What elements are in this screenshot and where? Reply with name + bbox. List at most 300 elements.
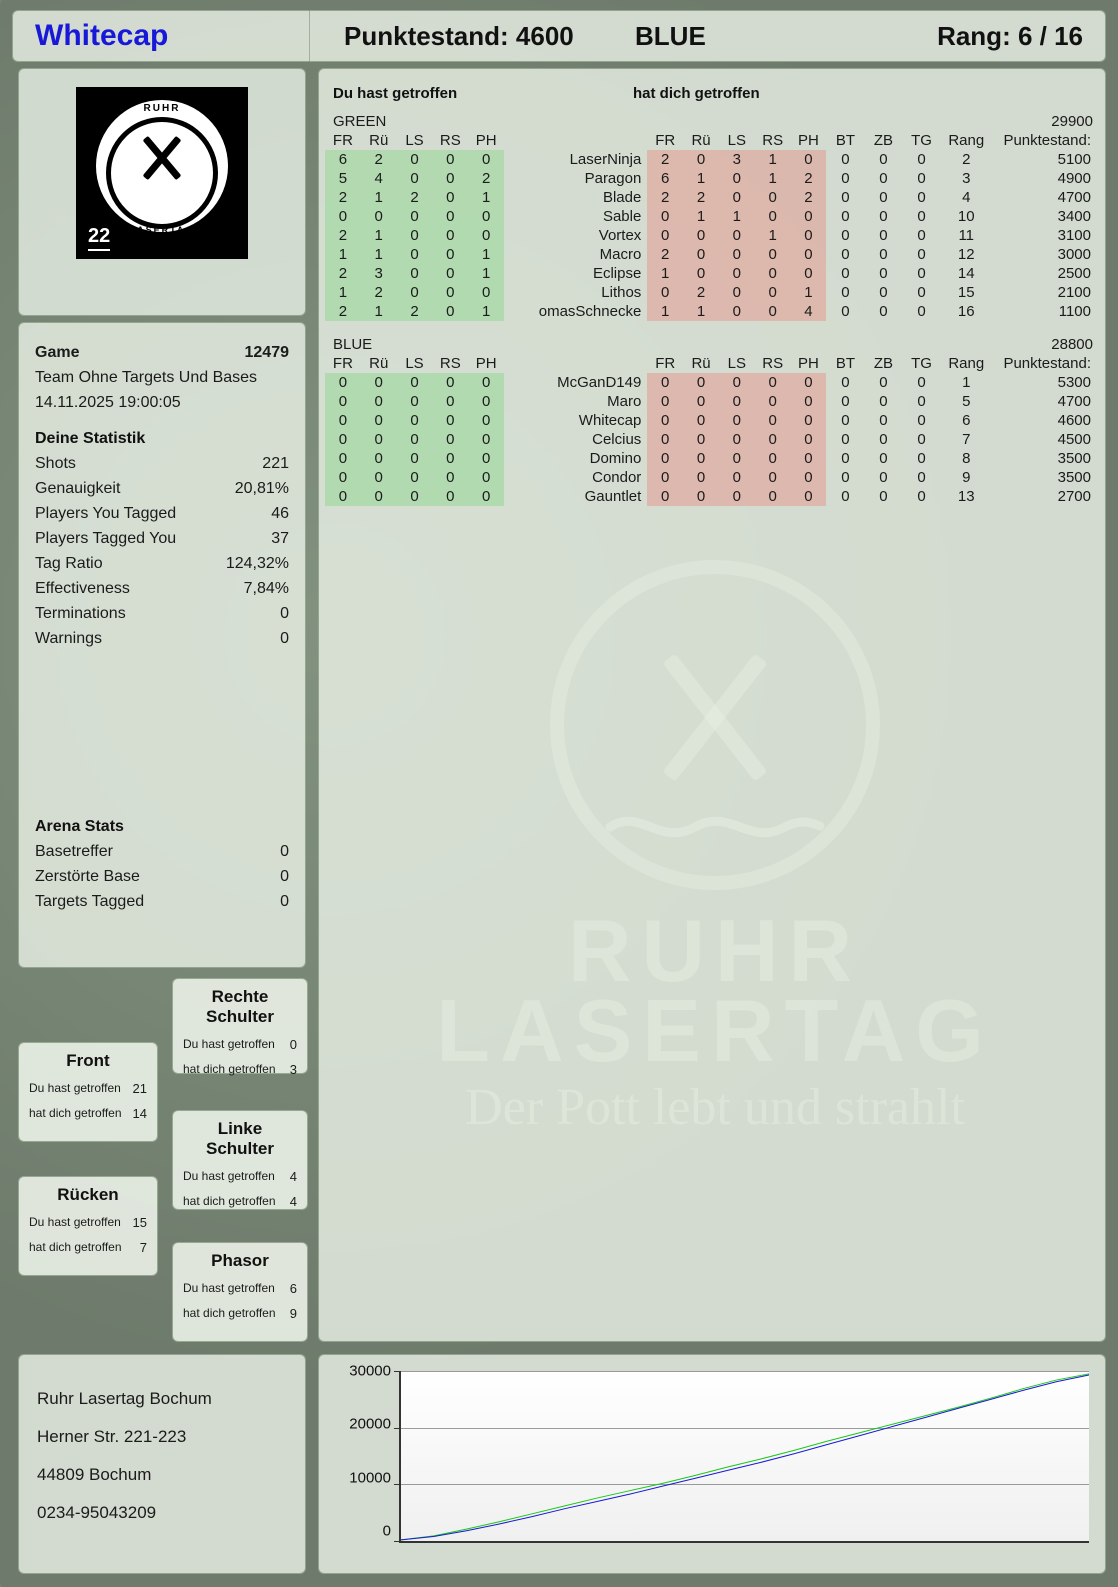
table-row[interactable] [325,169,1099,188]
cell-extra: 0 [879,170,888,187]
cell-points: 3400 [1057,208,1091,225]
cell-you-tagged: 4 [361,169,397,188]
cell-tagged-you: 0 [755,283,791,302]
cell-rank: 12 [957,246,975,263]
cell-tagged-you: 0 [683,150,719,169]
cell-tagged-you: 0 [755,411,791,430]
cell-you-tagged: 3 [361,264,397,283]
team-header-row [325,112,1099,131]
col-header: BT [835,355,855,372]
cell-tagged-you: 0 [683,468,719,487]
cell-extra: 0 [841,284,850,301]
cell-you-tagged: 0 [397,468,433,487]
cell-tagged-you: 0 [791,264,827,283]
table-row[interactable] [325,411,1099,430]
cell-you-tagged: 0 [361,207,397,226]
cell-extra: 0 [879,488,888,505]
cell-tagged-you: 0 [791,226,827,245]
stat-value: 0 [280,605,289,622]
cell-tagged-you: 1 [683,207,719,226]
cell-extra: 0 [879,189,888,206]
table-row[interactable] [325,207,1099,226]
col-header: RS [762,355,784,372]
chart-y-tick-label: 20000 [349,1415,391,1433]
cell-tagged-you: 0 [791,207,827,226]
cell-you-tagged: 0 [432,150,468,169]
col-header: Rü [691,132,711,149]
cell-extra: 0 [879,246,888,263]
cell-extra: 0 [917,488,926,505]
cell-you-tagged: 2 [361,283,397,302]
cell-tagged-you: 0 [791,150,827,169]
cell-extra: 0 [879,431,888,448]
hitpanel-front [18,1042,158,1142]
hit-them-value: 14 [132,1106,147,1121]
hit-you-label: Du hast getroffen [183,1281,275,1295]
cell-tagged-you: 1 [719,207,755,226]
cell-rank: 11 [958,227,975,244]
table-row[interactable] [325,449,1099,468]
cell-you-tagged: 0 [361,392,397,411]
cell-tagged-you: 0 [719,392,755,411]
chart-y-tick-label: 30000 [349,1362,391,1380]
game-title: Game [35,344,80,361]
col-header: Rang [948,355,985,372]
cell-tagged-you: 0 [791,449,827,468]
player-name: Sable [602,208,642,225]
page-title: Whitecap [35,19,169,52]
player-name: Blade [602,189,642,206]
hit-you-label: Du hast getroffen [183,1169,275,1183]
cell-tagged-you: 1 [647,302,683,321]
cell-tagged-you: 1 [791,283,827,302]
cell-you-tagged: 0 [468,487,504,506]
cell-tagged-you: 0 [683,245,719,264]
cell-tagged-you: 0 [719,373,755,392]
cell-you-tagged: 0 [468,411,504,430]
address-line: 44809 Bochum [37,1465,152,1484]
col-header: PH [798,132,819,149]
column-header-row [325,354,1099,373]
cell-extra: 0 [917,450,926,467]
hitpanel-title: Front [66,1051,110,1070]
cell-extra: 0 [841,208,850,225]
cell-extra: 0 [841,412,850,429]
cell-points: 4700 [1057,393,1091,410]
chart-tick [394,1541,401,1542]
team-name: BLUE [333,336,373,353]
cell-tagged-you: 1 [755,226,791,245]
cell-tagged-you: 2 [647,245,683,264]
stat-label: Terminations [35,605,126,622]
cell-tagged-you: 0 [719,226,755,245]
cell-tagged-you: 0 [719,283,755,302]
stat-value: 7,84% [243,580,289,597]
table-row[interactable] [325,468,1099,487]
cell-tagged-you: 0 [755,487,791,506]
cell-you-tagged: 0 [325,487,361,506]
col-header: Rü [691,355,711,372]
cell-you-tagged: 0 [397,226,433,245]
cell-tagged-you: 0 [755,302,791,321]
cell-extra: 0 [841,393,850,410]
table-row[interactable] [325,188,1099,207]
cell-you-tagged: 0 [361,373,397,392]
col-header: LS [405,132,424,149]
stat-value: 37 [271,530,289,547]
hit-them-value: 7 [139,1240,147,1255]
col-header: Rü [369,355,389,372]
table-row[interactable] [325,264,1099,283]
table-row[interactable] [325,430,1099,449]
hitpanel-right-shoulder [172,978,308,1077]
player-name: Condor [592,469,642,486]
cell-tagged-you: 0 [719,264,755,283]
cell-extra: 0 [841,189,850,206]
cell-you-tagged: 0 [397,449,433,468]
cell-you-tagged: 0 [432,188,468,207]
hitpanel-title: Rechte Schulter [205,987,275,1026]
cell-you-tagged: 1 [468,302,504,321]
cell-extra: 0 [879,393,888,410]
col-group-tagged-you: hat dich getroffen [633,85,760,102]
cell-rank: 5 [962,393,971,410]
cell-points: 3100 [1057,227,1091,244]
hit-them-value: 3 [289,1062,297,1077]
cell-tagged-you: 0 [719,468,755,487]
cell-points: 4600 [1057,412,1091,429]
cell-tagged-you: 0 [719,487,755,506]
cell-you-tagged: 0 [397,245,433,264]
cell-tagged-you: 0 [755,207,791,226]
cell-you-tagged: 0 [432,430,468,449]
address-line: Ruhr Lasertag Bochum [37,1389,212,1408]
cell-tagged-you: 4 [791,302,827,321]
cell-points: 4900 [1057,170,1091,187]
table-row[interactable] [325,373,1099,392]
col-header: PH [475,132,497,149]
cell-you-tagged: 1 [325,283,361,302]
chart-y-tick-label: 0 [382,1522,391,1540]
cell-you-tagged: 0 [325,392,361,411]
cell-extra: 0 [917,151,926,168]
col-header: ZB [873,132,894,149]
stat-label: Players Tagged You [35,530,177,547]
cell-points: 3000 [1057,246,1091,263]
logo-top-text: RUHR [143,103,181,114]
cell-tagged-you: 0 [755,264,791,283]
cell-you-tagged: 2 [468,169,504,188]
cell-you-tagged: 0 [397,264,433,283]
cell-extra: 0 [841,374,850,391]
cell-you-tagged: 0 [432,264,468,283]
cell-tagged-you: 0 [683,392,719,411]
cell-you-tagged: 0 [432,226,468,245]
cell-points: 2100 [1057,284,1091,301]
col-header: LS [727,132,747,149]
cell-extra: 0 [879,412,888,429]
cell-you-tagged: 0 [468,150,504,169]
cell-you-tagged: 0 [432,392,468,411]
hitpanel-back [18,1176,158,1276]
table-row[interactable] [325,302,1099,321]
cell-you-tagged: 0 [468,226,504,245]
cell-extra: 0 [879,469,888,486]
player-name: omasSchnecke [538,303,642,320]
cell-you-tagged: 0 [325,207,361,226]
cell-tagged-you: 1 [755,150,791,169]
cell-you-tagged: 5 [325,169,361,188]
cell-you-tagged: 1 [325,245,361,264]
cell-rank: 16 [957,303,975,320]
cell-tagged-you: 0 [683,411,719,430]
cell-extra: 0 [917,303,926,320]
cell-tagged-you: 6 [647,169,683,188]
cell-tagged-you: 3 [719,150,755,169]
cell-tagged-you: 0 [791,245,827,264]
score-progress-chart [318,1354,1106,1574]
stat-value: 124,32% [225,555,289,572]
cell-tagged-you: 0 [719,430,755,449]
cell-you-tagged: 0 [468,207,504,226]
hit-you-value: 21 [132,1081,147,1096]
cell-points: 3500 [1057,450,1091,467]
cell-rank: 9 [962,469,971,486]
cell-rank: 13 [957,488,975,505]
team-label: BLUE [635,20,706,51]
cell-you-tagged: 0 [325,468,361,487]
cell-you-tagged: 0 [397,430,433,449]
cell-rank: 14 [957,265,975,282]
col-header: FR [332,132,353,149]
cell-you-tagged: 0 [325,430,361,449]
header-bar [12,10,1106,62]
hit-you-label: Du hast getroffen [29,1081,121,1095]
cell-you-tagged: 0 [361,449,397,468]
hitpanel-title: Linke Schulter [205,1119,275,1158]
cell-you-tagged: 1 [468,188,504,207]
arena-value: 0 [280,843,289,860]
cell-tagged-you: 0 [791,430,827,449]
cell-points: 1100 [1058,303,1091,320]
cell-you-tagged: 1 [468,264,504,283]
venue-logo [76,87,248,259]
stat-label: Genauigkeit [35,480,121,497]
cell-tagged-you: 0 [647,373,683,392]
cell-you-tagged: 0 [397,150,433,169]
cell-you-tagged: 0 [361,468,397,487]
col-header: ZB [873,355,894,372]
hitpanel-phasor [172,1242,308,1342]
cell-you-tagged: 0 [397,392,433,411]
hit-you-value: 6 [289,1281,297,1296]
stat-value: 20,81% [234,480,289,497]
player-name: Domino [589,450,642,467]
cell-you-tagged: 0 [325,373,361,392]
chart-tick [394,1428,401,1429]
cell-you-tagged: 0 [432,169,468,188]
cell-tagged-you: 2 [791,169,827,188]
col-header: LS [727,355,747,372]
cell-tagged-you: 0 [683,264,719,283]
game-datetime: 14.11.2025 19:00:05 [35,394,181,411]
col-header: TG [911,132,932,149]
cell-extra: 0 [917,246,926,263]
cell-extra: 0 [841,469,850,486]
chart-series-green [401,1374,1089,1540]
stat-label: Shots [35,455,76,472]
hit-you-label: Du hast getroffen [29,1215,121,1229]
cell-tagged-you: 0 [719,302,755,321]
table-row[interactable] [325,245,1099,264]
team-header-row [325,335,1099,354]
team-total: 28800 [1051,336,1093,353]
cell-points: 2500 [1057,265,1091,282]
cell-you-tagged: 1 [468,245,504,264]
game-mode: Team Ohne Targets Und Bases [35,369,258,386]
hit-them-value: 9 [289,1306,297,1321]
col-header: PH [475,355,497,372]
table-row[interactable] [325,150,1099,169]
cell-rank: 7 [962,431,971,448]
stat-label: Warnings [35,630,102,647]
cell-tagged-you: 0 [791,468,827,487]
cell-tagged-you: 0 [647,430,683,449]
cell-you-tagged: 0 [397,373,433,392]
cell-you-tagged: 0 [468,468,504,487]
personal-stats-title: Deine Statistik [35,430,146,447]
col-header: Rü [369,132,389,149]
cell-you-tagged: 0 [325,449,361,468]
table-row[interactable] [325,487,1099,506]
cell-you-tagged: 6 [325,150,361,169]
cell-extra: 0 [879,303,888,320]
cell-extra: 0 [841,488,850,505]
hit-you-value: 15 [132,1215,147,1230]
cell-extra: 0 [917,412,926,429]
cell-extra: 0 [917,431,926,448]
chart-tick [394,1371,401,1372]
hitpanel-left-shoulder [172,1110,308,1210]
arena-stats-title: Arena Stats [35,818,124,835]
cell-extra: 0 [879,208,888,225]
cell-you-tagged: 0 [432,468,468,487]
cell-tagged-you: 0 [647,468,683,487]
cell-you-tagged: 0 [432,283,468,302]
game-id: 12479 [244,344,289,361]
venue-address-panel [18,1354,306,1574]
stat-value: 0 [280,630,289,647]
cell-you-tagged: 2 [397,188,433,207]
cell-you-tagged: 0 [432,449,468,468]
cell-tagged-you: 0 [719,169,755,188]
col-header: Punktestand: [1003,132,1091,149]
chart-tick [394,1484,401,1485]
cell-tagged-you: 0 [755,245,791,264]
cell-tagged-you: 0 [719,449,755,468]
cell-tagged-you: 0 [647,411,683,430]
player-name: Macro [599,246,642,263]
col-header: RS [439,132,461,149]
col-header: Punktestand: [1003,355,1091,372]
cell-rank: 4 [962,189,971,206]
cell-extra: 0 [917,170,926,187]
cell-tagged-you: 0 [683,226,719,245]
cell-tagged-you: 2 [683,283,719,302]
player-name: Gauntlet [584,488,642,505]
col-header: FR [655,355,676,372]
table-row[interactable] [325,283,1099,302]
rank-label: Rang: 6 / 16 [937,20,1083,51]
hit-them-label: hat dich getroffen [183,1194,276,1208]
player-name: Whitecap [578,412,642,429]
cell-you-tagged: 0 [397,283,433,302]
cell-you-tagged: 2 [325,188,361,207]
cell-you-tagged: 0 [432,245,468,264]
col-header: FR [655,132,676,149]
table-row[interactable] [325,226,1099,245]
player-name: McGanD149 [557,374,642,391]
cell-tagged-you: 0 [791,411,827,430]
cell-you-tagged: 0 [468,392,504,411]
cell-you-tagged: 0 [397,169,433,188]
cell-you-tagged: 0 [432,411,468,430]
cell-points: 4700 [1057,189,1091,206]
cell-extra: 0 [841,450,850,467]
stat-value: 221 [262,455,289,472]
arena-label: Zerstörte Base [35,868,140,885]
crossed-hammers-icon [135,132,189,186]
cell-extra: 0 [841,151,850,168]
hit-them-label: hat dich getroffen [29,1106,122,1120]
cell-you-tagged: 0 [432,487,468,506]
cell-extra: 0 [879,450,888,467]
score-label: Punktestand: 4600 [344,20,574,51]
cell-you-tagged: 0 [468,373,504,392]
cell-tagged-you: 2 [647,188,683,207]
team-total: 29900 [1051,113,1093,130]
logo-number: 22 [88,225,110,251]
cell-tagged-you: 0 [683,430,719,449]
cell-rank: 10 [957,208,975,225]
cell-extra: 0 [917,189,926,206]
cell-rank: 8 [962,450,971,467]
cell-extra: 0 [917,265,926,282]
cell-you-tagged: 2 [325,264,361,283]
arena-value: 0 [280,893,289,910]
cell-extra: 0 [917,208,926,225]
player-name: Paragon [584,170,642,187]
address-line: Herner Str. 221-223 [37,1427,187,1446]
cell-points: 2700 [1057,488,1091,505]
cell-extra: 0 [917,393,926,410]
cell-tagged-you: 0 [647,487,683,506]
cell-extra: 0 [841,170,850,187]
table-row[interactable] [325,392,1099,411]
cell-tagged-you: 0 [719,411,755,430]
game-stats-panel [18,322,306,968]
cell-points: 3500 [1057,469,1091,486]
scoreboard-table [325,112,1099,506]
cell-you-tagged: 2 [361,150,397,169]
cell-you-tagged: 0 [397,207,433,226]
cell-tagged-you: 0 [755,449,791,468]
stat-label: Players You Tagged [35,505,177,522]
chart-lines [401,1371,1089,1541]
cell-extra: 0 [917,374,926,391]
col-header: BT [835,132,855,149]
player-name: Vortex [598,227,642,244]
